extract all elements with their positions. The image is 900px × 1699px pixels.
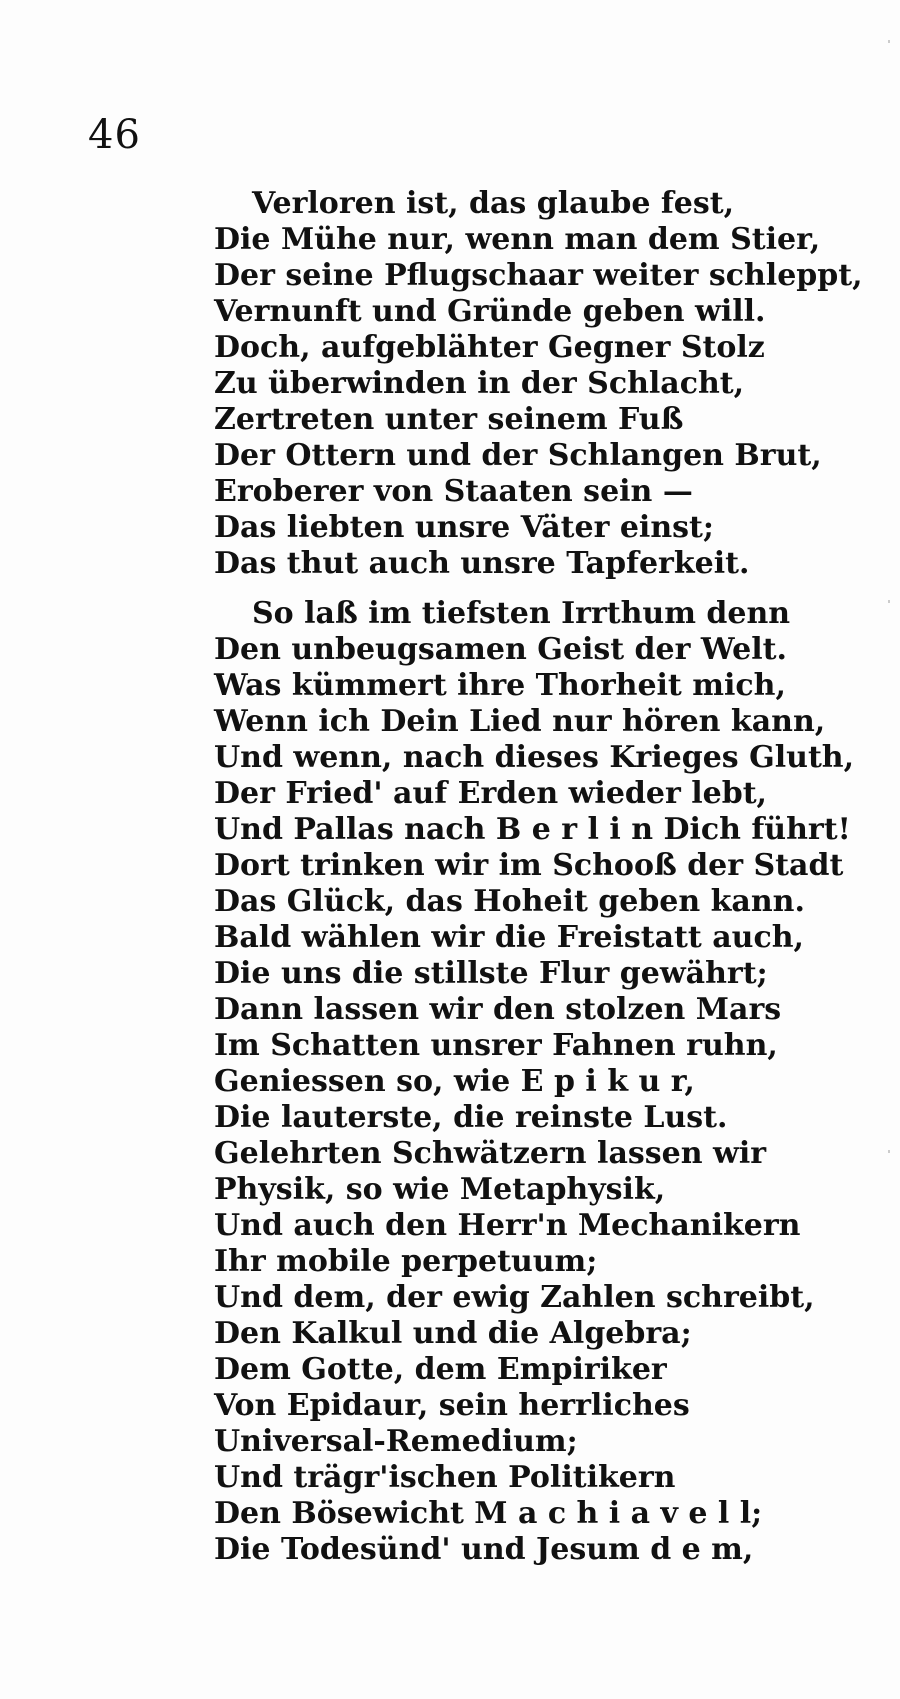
- poem-line: Physik, so wie Metaphysik,: [214, 1172, 666, 1207]
- poem-line: Ihr mobile perpetuum;: [214, 1244, 598, 1279]
- poem-line: Und trägr'ischen Politikern: [214, 1460, 676, 1495]
- margin-speck: [888, 40, 890, 43]
- poem-line: Zertreten unter seinem Fuß: [214, 402, 684, 437]
- poem-line: Dann lassen wir den stolzen Mars: [214, 992, 782, 1027]
- poem-line: Dem Gotte, dem Empiriker: [214, 1352, 667, 1387]
- poem-line: Bald wählen wir die Freistatt auch,: [214, 920, 804, 955]
- poem-line: Universal-Remedium;: [214, 1424, 578, 1459]
- poem-line: Doch, aufgeblähter Gegner Stolz: [214, 330, 765, 365]
- poem-line: Wenn ich Dein Lied nur hören kann,: [214, 704, 826, 739]
- poem-line: Der Fried' auf Erden wieder lebt,: [214, 776, 767, 811]
- poem-line: Den Bösewicht M a c h i a v e l l;: [214, 1496, 763, 1531]
- poem-line: Geniessen so, wie E p i k u r,: [214, 1064, 695, 1099]
- poem-line: Und dem, der ewig Zahlen schreibt,: [214, 1280, 815, 1315]
- poem-line: Und wenn, nach dieses Krieges Gluth,: [214, 740, 855, 775]
- poem-line: Das thut auch unsre Tapferkeit.: [214, 546, 750, 581]
- poem-line: Im Schatten unsrer Fahnen ruhn,: [214, 1028, 778, 1063]
- poem-line: Verloren ist, das glaube fest,: [252, 186, 735, 221]
- page-number: 46: [88, 112, 141, 158]
- poem-line: So laß im tiefsten Irrthum denn: [252, 596, 791, 631]
- poem-line: Die lauterste, die reinste Lust.: [214, 1100, 728, 1135]
- poem-line: Und Pallas nach B e r l i n Dich führt!: [214, 812, 851, 847]
- poem-line: Zu überwinden in der Schlacht,: [214, 366, 745, 401]
- poem-line: Den Kalkul und die Algebra;: [214, 1316, 692, 1351]
- poem-line: Und auch den Herr'n Mechanikern: [214, 1208, 801, 1243]
- poem-line: Was kümmert ihre Thorheit mich,: [214, 668, 786, 703]
- poem-line: Gelehrten Schwätzern lassen wir: [214, 1136, 767, 1171]
- margin-speck: [888, 1150, 890, 1153]
- margin-speck: [888, 600, 890, 603]
- poem-line: Den unbeugsamen Geist der Welt.: [214, 632, 787, 667]
- poem-line: Der Ottern und der Schlangen Brut,: [214, 438, 822, 473]
- poem-line: Dort trinken wir im Schooß der Stadt: [214, 848, 844, 883]
- stanza-1: [214, 186, 863, 582]
- poem-line: Der seine Pflugschaar weiter schleppt,: [214, 258, 863, 293]
- poem-line: Das liebten unsre Väter einst;: [214, 510, 714, 545]
- poem-text: [214, 186, 863, 1568]
- poem-line: Die Todesünd' und Jesum d e m,: [214, 1532, 754, 1567]
- poem-line: Von Epidaur, sein herrliches: [214, 1388, 690, 1423]
- poem-line: Vernunft und Gründe geben will.: [214, 294, 766, 329]
- poem-line: Die uns die stillste Flur gewährt;: [214, 956, 768, 991]
- poem-line: Das Glück, das Hoheit geben kann.: [214, 884, 805, 919]
- poem-line: Eroberer von Staaten sein —: [214, 474, 693, 509]
- poem-line: Die Mühe nur, wenn man dem Stier,: [214, 222, 821, 257]
- stanza-2: [214, 596, 854, 1568]
